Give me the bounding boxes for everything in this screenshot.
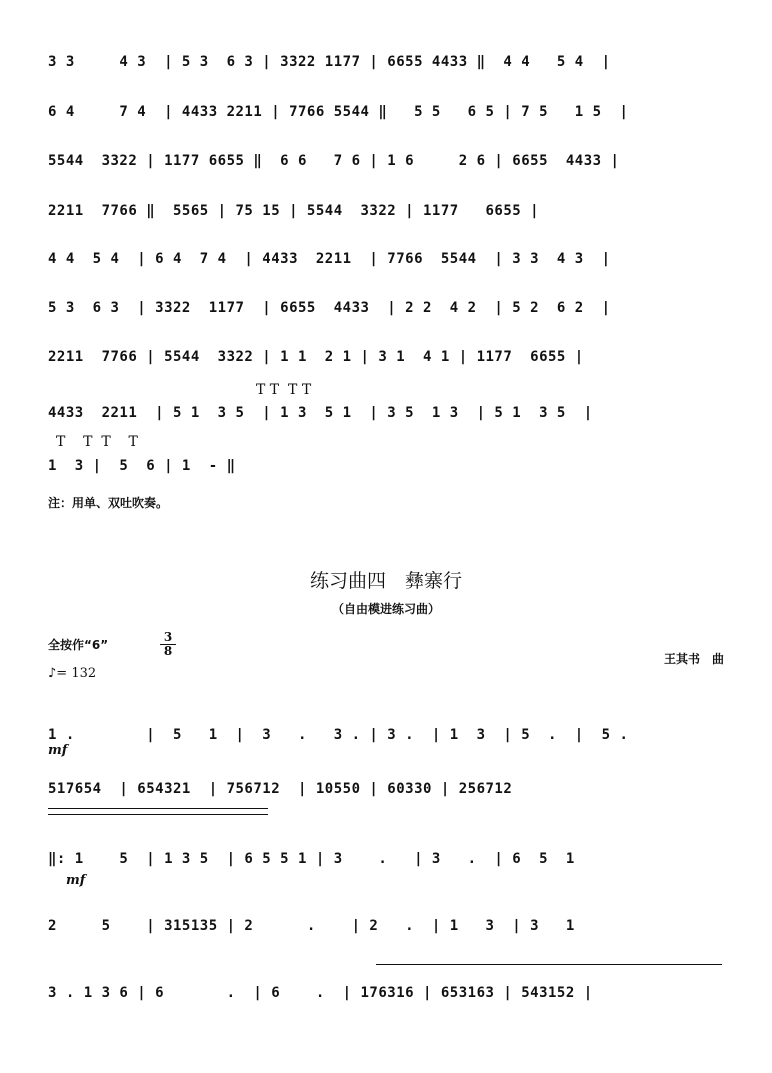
meter-top: 3 [163, 630, 173, 644]
score-line: 517654 | 654321 | 756712 | 10550 | 60330 | 256712 [48, 781, 513, 797]
key-signature: 全按作“6” [48, 638, 109, 652]
tonguing-marks: T T T T [256, 382, 312, 398]
score-line: 3 3 4 3 | 5 3 6 3 | 3322 1177 | 6655 4433 ‖ 4 4 5 4 | [48, 54, 611, 70]
score-line: 1 3 | 5 6 | 1 - ‖ [48, 458, 236, 474]
score-line: 4 4 5 4 | 6 4 7 4 | 4433 2211 | 7766 5544 | 3 3 4 3 | [48, 251, 611, 267]
dynamic-marking: mf [48, 743, 68, 758]
score-line: 5544 3322 | 1177 6655 ‖ 6 6 7 6 | 1 6 2 6 | 6655 4433 | [48, 153, 620, 169]
score-line: 2211 7766 ‖ 5565 | 75 15 | 5544 3322 | 1177 6655 | [48, 203, 540, 219]
score-line: 3 . 1 3 6 | 6 . | 6 . | 176316 | 653163 | 543152 | [48, 985, 593, 1001]
tonguing-marks: T T T T [56, 434, 138, 450]
exercise-title: 练习曲四 彝寨行 [309, 570, 462, 592]
score-line: 2211 7766 | 5544 3322 | 1 1 2 1 | 3 1 4 1 | 1177 6655 | [48, 349, 584, 365]
score-line: 1 . | 5 1 | 3 . 3 . | 3 . | 1 3 | 5 . | 5 . [48, 727, 629, 743]
composer-credit: 王其书 曲 [663, 652, 724, 666]
tempo-marking: ♪= 132 [48, 666, 97, 681]
time-signature [160, 632, 176, 657]
meter-bottom: 8 [163, 644, 173, 658]
dynamic-marking: mf [66, 873, 86, 888]
crescendo-line [48, 808, 268, 809]
crescendo-line [48, 814, 268, 815]
score-line: ‖: 1 5 | 1 3 5 | 6 5 5 1 | 3 . | 3 . | 6 5 1 [48, 851, 575, 867]
volta-bracket [376, 964, 722, 965]
score-line: 5 3 6 3 | 3322 1177 | 6655 4433 | 2 2 4 2 | 5 2 6 2 | [48, 300, 611, 316]
score-line: 2 5 | 315135 | 2 . | 2 . | 1 3 | 3 1 [48, 918, 575, 934]
exercise-subtitle: （自由模进练习曲） [331, 602, 440, 616]
score-line: 6 4 7 4 | 4433 2211 | 7766 5544 ‖ 5 5 6 5 | 7 5 1 5 | [48, 104, 629, 120]
performance-note: 注：用单、双吐吹奏。 [48, 496, 169, 510]
score-line: 4433 2211 | 5 1 3 5 | 1 3 5 1 | 3 5 1 3 | 5 1 3 5 | [48, 405, 593, 421]
